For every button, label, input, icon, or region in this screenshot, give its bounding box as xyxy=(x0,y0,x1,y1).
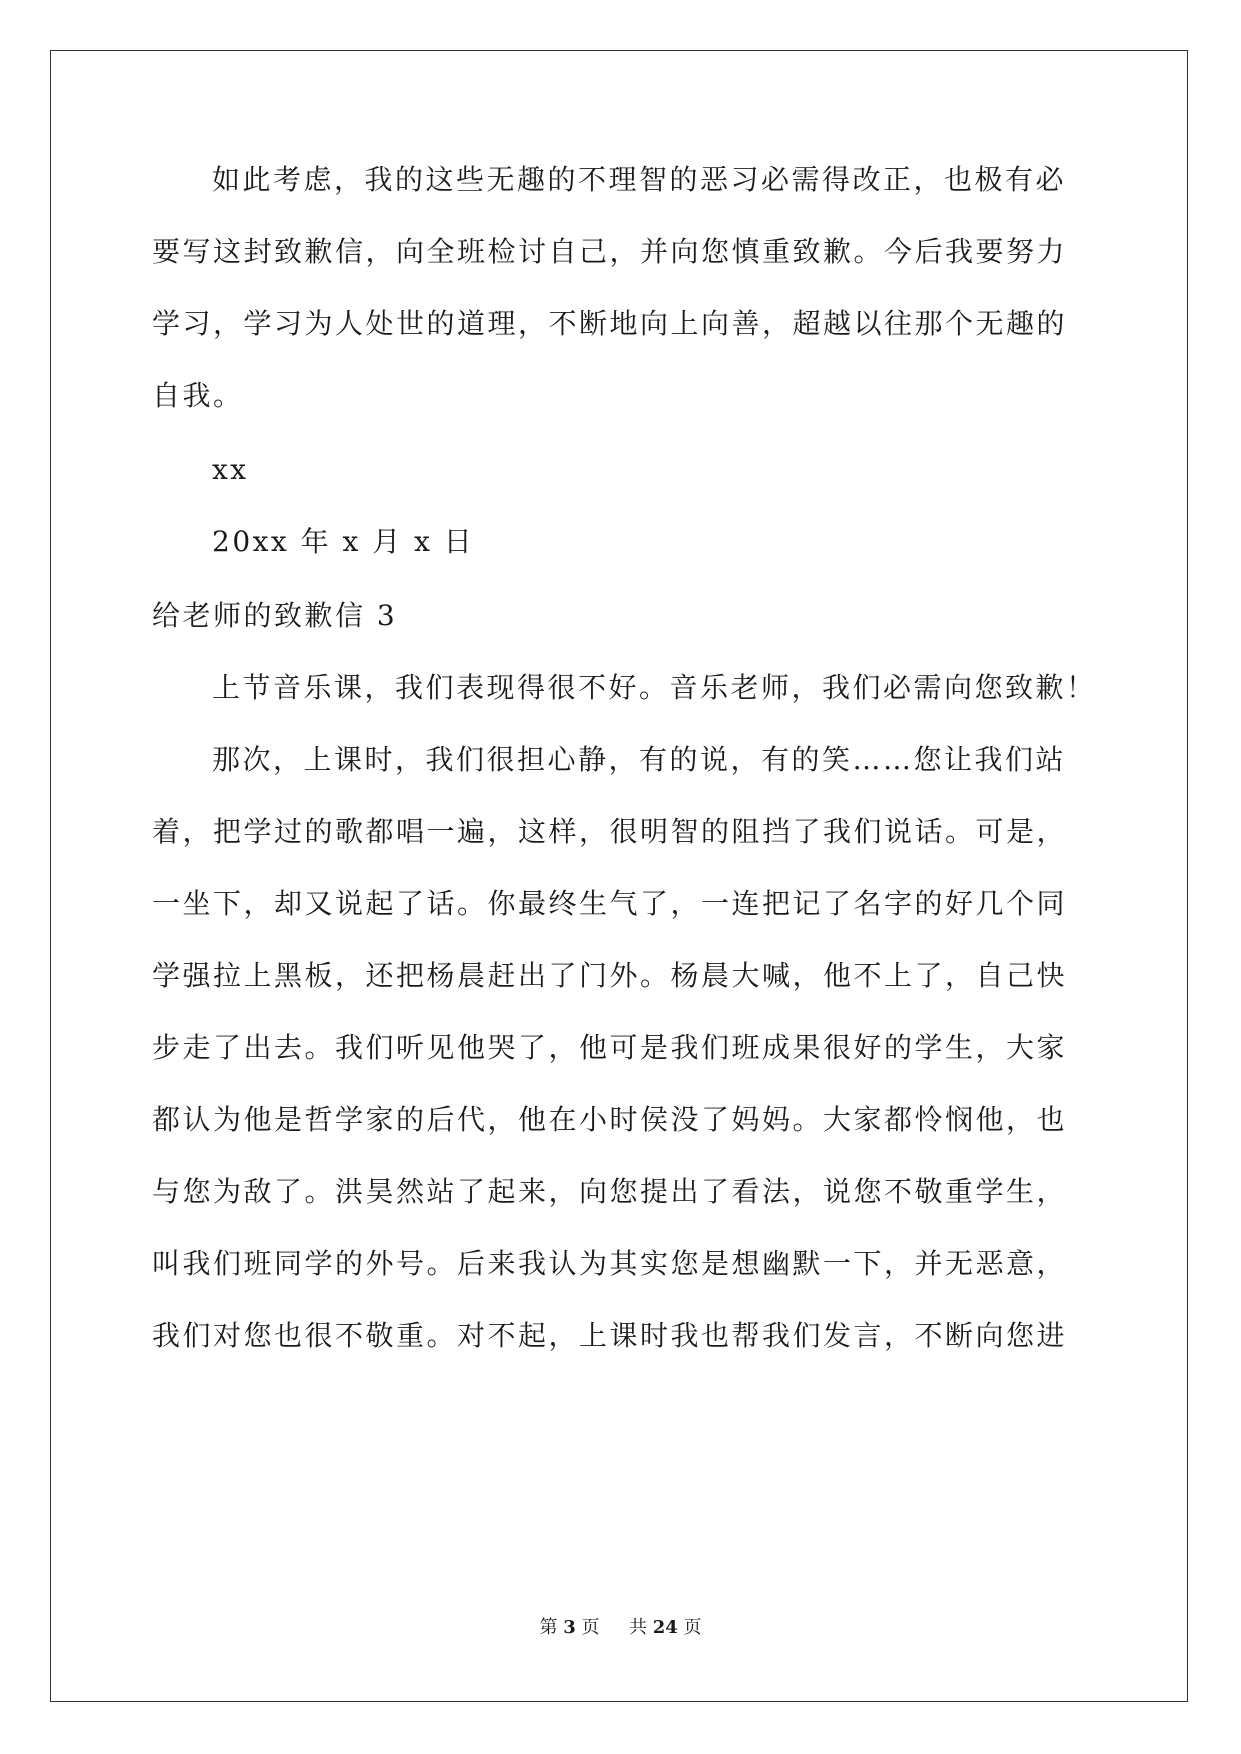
paragraph-line: 与您为敌了。洪昊然站了起来，向您提出了看法，说您不敬重学生， xyxy=(152,1175,1068,1208)
paragraph-line: 要写这封致歉信，向全班检讨自己，并向您慎重致歉。今后我要努力 xyxy=(152,235,1068,268)
paragraph-line: 一坐下，却又说起了话。你最终生气了，一连把记了名字的好几个同 xyxy=(152,887,1068,920)
total-prefix: 共 xyxy=(628,1617,647,1638)
paragraph-line: 自我。 xyxy=(152,379,244,412)
total-suffix: 页 xyxy=(683,1617,702,1638)
paragraph-line: 我们对您也很不敬重。对不起，上课时我也帮我们发言，不断向您进 xyxy=(152,1319,1068,1352)
paragraph-line: 那次，上课时，我们很担心静，有的说，有的笑……您让我们站 xyxy=(212,743,1067,776)
page-prefix: 第 xyxy=(539,1617,558,1638)
paragraph-line: 如此考虑，我的这些无趣的不理智的恶习必需得改正，也极有必 xyxy=(212,163,1067,196)
signature: xx xyxy=(212,453,249,486)
paragraph-line: 上节音乐课，我们表现得很不好。音乐老师，我们必需向您致歉！ xyxy=(212,671,1097,704)
letter-date: 20xx 年 x 月 x 日 xyxy=(212,525,475,558)
total-pages: 24 xyxy=(652,1617,678,1638)
paragraph-line: 学强拉上黑板，还把杨晨赶出了门外。杨晨大喊，他不上了，自己快 xyxy=(152,959,1068,992)
paragraph-line: 学习，学习为人处世的道理，不断地向上向善，超越以往那个无趣的 xyxy=(152,307,1068,340)
page-border xyxy=(50,50,1188,1702)
section-title: 给老师的致歉信 3 xyxy=(152,599,398,632)
paragraph-line: 都认为他是哲学家的后代，他在小时侯没了妈妈。大家都怜悯他，也 xyxy=(152,1103,1068,1136)
paragraph-line: 步走了出去。我们听见他哭了，他可是我们班成果很好的学生，大家 xyxy=(152,1031,1068,1064)
paragraph-line: 叫我们班同学的外号。后来我认为其实您是想幽默一下，并无恶意， xyxy=(152,1247,1068,1280)
page-number: 3 xyxy=(563,1617,576,1638)
page-footer xyxy=(0,1616,1241,1640)
page-suffix: 页 xyxy=(581,1617,600,1638)
paragraph-line: 着，把学过的歌都唱一遍，这样，很明智的阻挡了我们说话。可是， xyxy=(152,815,1068,848)
